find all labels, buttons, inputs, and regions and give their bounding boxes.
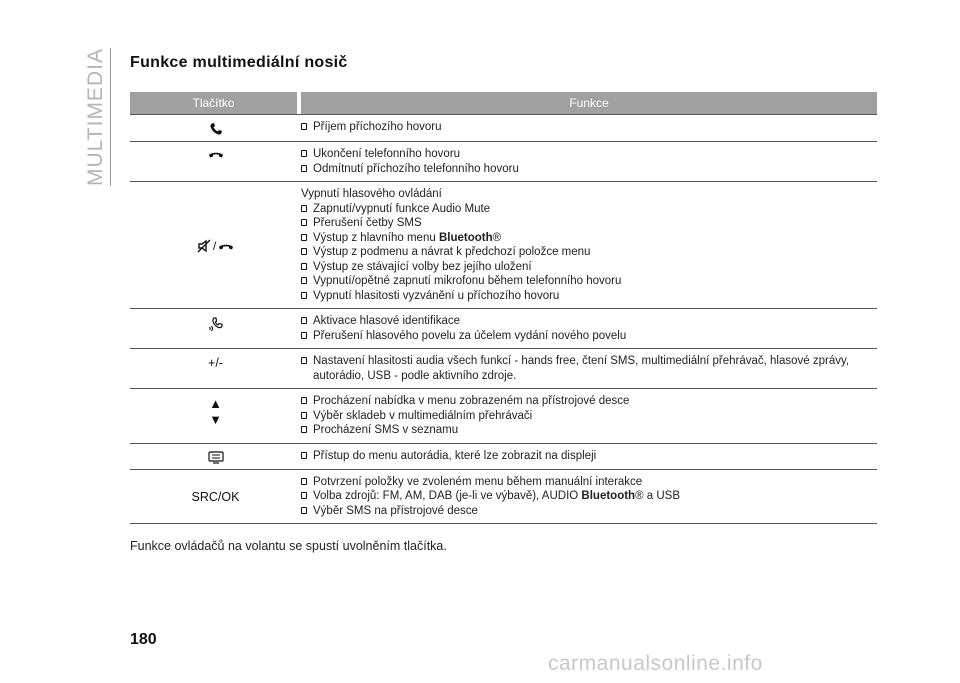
bold-term: Bluetooth [581,490,636,502]
phone-answer-icon [209,122,223,136]
functions-table [130,92,877,524]
display-menu-icon [208,451,224,464]
function-text: Výběr skladeb v multimediálním přehrávači [313,409,533,422]
button-cell [130,120,301,136]
function-cell [301,314,877,343]
function-text: Přerušení hlasového povelu za účelem vydání nového povelu [313,329,627,342]
button-cell [130,394,301,438]
function-item [301,423,877,438]
function-cell [301,475,877,519]
function-text: Vypnutí hlasového ovládání [301,188,442,200]
arrow-up-icon: ▲ [209,396,222,411]
table-body [130,114,877,524]
function-text: Procházení SMS v seznamu [313,424,459,436]
function-text: Ukončení telefonního hovoru [313,148,461,160]
function-item [301,394,877,409]
arrow-down-icon: ▼ [209,412,222,427]
table-row [130,142,877,182]
button-label: +/- [208,356,223,370]
header-button: Tlačítko [130,92,297,114]
phone-hangup-icon [218,241,234,251]
bullet-icon [301,277,307,284]
bullet-icon [301,412,307,419]
function-item [301,120,877,135]
table-row [130,444,877,470]
bullet-icon [301,234,307,241]
bullet-icon [301,123,307,130]
table-row [130,470,877,525]
table-row [130,309,877,349]
button-label: SRC/OK [191,490,240,505]
page-title: Funkce multimediální nosič [130,54,348,71]
function-text: Zapnutí/vypnutí funkce Audio Mute [313,202,491,215]
bullet-icon [301,205,307,212]
function-item [301,231,877,246]
function-cell [301,354,877,383]
function-text: Aktivace hlasové identifikace [313,315,461,327]
bullet-icon [301,426,307,433]
bullet-icon [301,452,307,459]
bullet-icon [301,292,307,299]
function-item [301,489,877,504]
bullet-icon [301,248,307,255]
function-text: Vypnutí/opětné zapnutí mikrofonu během telefonního hovoru [313,275,622,287]
function-cell [301,120,877,136]
function-text: Nastavení hlasitosti audia všech funkcí - hands free, čtení SMS, multimediální přehrávač, hlasové zprávy, autorádio, USB - podle aktivního zdroje. [313,355,850,382]
bullet-icon [301,478,307,485]
mute-icon [197,239,211,253]
button-cell [130,187,301,303]
function-cell [301,449,877,464]
function-item [301,504,877,519]
button-cell [130,449,301,464]
button-cell [130,314,301,343]
function-item [301,187,877,202]
function-text: Příjem příchozího hovoru [313,121,442,133]
function-item [301,216,877,231]
icon-separator: / [212,239,217,253]
table-row [130,389,877,444]
function-text: Výstup ze stávající volby bez jejího uložení [313,260,532,273]
function-item [301,274,877,289]
table-row [130,114,877,142]
function-item [301,202,877,217]
function-cell [301,394,877,438]
function-text: Výstup z podmenu a návrat k předchozí položce menu [313,246,591,258]
function-item [301,147,877,162]
bold-term: Bluetooth [438,231,493,244]
function-item [301,162,877,177]
function-text: Vypnutí hlasitosti vyzvánění u příchozího hovoru [313,289,560,302]
voice-command-icon [208,316,224,332]
bullet-icon [301,219,307,226]
header-function: Funkce [301,92,877,114]
function-cell [301,187,877,303]
function-item [301,289,877,304]
function-text: Odmítnutí příchozího telefonního hovoru [313,162,519,175]
function-text: Potvrzení položky ve zvoleném menu během manuální interakce [313,475,643,488]
function-text: Přístup do menu autorádia, které lze zobrazit na displeji [313,449,597,462]
function-item [301,245,877,260]
bullet-icon [301,263,307,270]
bullet-icon [301,317,307,324]
mute-hangup-icon [197,239,234,253]
bullet-icon [301,397,307,404]
button-cell [130,147,301,176]
function-item [301,354,877,383]
table-row [130,349,877,389]
function-text: Procházení nabídka v menu zobrazeném na přístrojové desce [313,395,630,407]
function-item [301,260,877,275]
function-item [301,409,877,424]
button-cell [130,475,301,519]
button-cell [130,354,301,383]
bullet-icon [301,357,307,364]
watermark: carmanualsonline.info [548,652,763,675]
bullet-icon [301,492,307,499]
function-text: Výběr SMS na přístrojové desce [313,504,478,517]
page-number: 180 [130,631,157,648]
bullet-icon [301,507,307,514]
function-item [301,314,877,329]
bullet-icon [301,165,307,172]
function-item [301,475,877,490]
bullet-icon [301,150,307,157]
function-text: Volba zdrojů: FM, AM, DAB (je-li ve výbavě), AUDIO Bluetooth® a USB [313,490,680,502]
footnote: Funkce ovládačů na volantu se spustí uvolněním tlačítka. [130,539,447,553]
function-text: Přerušení četby SMS [313,217,422,229]
function-item [301,329,877,344]
phone-hangup-icon [208,149,224,159]
table-row [130,182,877,309]
function-cell [301,147,877,176]
function-text: Výstup z hlavního menu Bluetooth® [313,231,502,244]
table-header [130,92,877,114]
function-item [301,449,877,464]
bullet-icon [301,332,307,339]
section-label: MULTIMEDIA [84,48,107,186]
